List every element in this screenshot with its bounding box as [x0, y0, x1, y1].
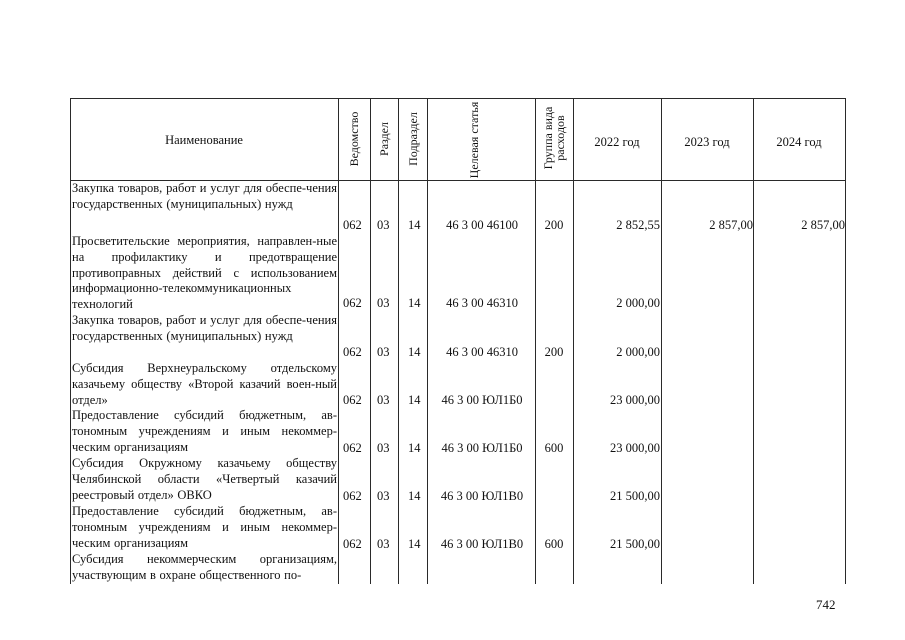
row-podrazdel: 14: [408, 296, 421, 310]
row-gruppa: 600: [544, 537, 564, 551]
row-name: Закупка товаров, работ и услуг для обеспе-чения государственных (муниципальных) нужд: [72, 313, 337, 343]
row-vedomstvo: 062: [343, 537, 362, 551]
row-podrazdel: 14: [408, 393, 421, 407]
row-celevaya: 46 3 00 ЮЛ1Б0: [441, 441, 523, 455]
header-name: Наименование: [165, 133, 243, 147]
row-name: Предоставление субсидий бюджетным, ав-тономным учреждениям и иным некоммер-ческим организациям: [72, 408, 337, 454]
row-celevaya: 46 3 00 46100: [446, 218, 518, 232]
row-2023: 2 857,00: [709, 218, 753, 232]
row-podrazdel: 14: [408, 441, 421, 455]
row-podrazdel: 14: [408, 489, 421, 503]
column-divider: [427, 98, 428, 584]
row-name: Субсидия некоммерческим организациям, участвующим в охране общественного по-: [72, 552, 337, 582]
header-2022: 2022 год: [594, 135, 640, 149]
row-celevaya: 46 3 00 46310: [446, 345, 518, 359]
row-name: Субсидия Верхнеуральскому отдельскому казачьему обществу «Второй казачий воен-ный отдел»: [72, 361, 337, 407]
row-vedomstvo: 062: [343, 345, 362, 359]
row-2022: 2 000,00: [616, 296, 660, 310]
row-vedomstvo: 062: [343, 393, 362, 407]
row-2024: 2 857,00: [801, 218, 845, 232]
row-razdel: 03: [377, 537, 390, 551]
row-celevaya: 46 3 00 ЮЛ1Б0: [441, 393, 523, 407]
header-gruppa: Группа вида расходов: [541, 106, 567, 170]
row-2022: 2 000,00: [616, 345, 660, 359]
row-2022: 23 000,00: [610, 393, 660, 407]
header-podrazdel: Подраздел: [406, 112, 420, 166]
row-name: Субсидия Окружному казачьему обществу Челябинской области «Четвертый казачий реестровый отдел» ОВКО: [72, 456, 337, 502]
header-2023: 2023 год: [684, 135, 730, 149]
row-celevaya: 46 3 00 ЮЛ1В0: [440, 489, 524, 503]
row-2022: 2 852,55: [616, 218, 660, 232]
row-podrazdel: 14: [408, 537, 421, 551]
header-vedomstvo: Ведомство: [347, 111, 361, 167]
row-podrazdel: 14: [408, 218, 421, 232]
header-celevaya: Целевая статья: [467, 101, 481, 179]
row-2022: 21 500,00: [610, 537, 660, 551]
row-razdel: 03: [377, 218, 390, 232]
row-razdel: 03: [377, 489, 390, 503]
column-divider: [338, 98, 339, 584]
row-razdel: 03: [377, 393, 390, 407]
column-divider: [753, 98, 754, 584]
column-divider: [573, 98, 574, 584]
row-vedomstvo: 062: [343, 441, 362, 455]
row-razdel: 03: [377, 296, 390, 310]
row-name: Закупка товаров, работ и услуг для обеспе-чения государственных (муниципальных) нужд: [72, 181, 337, 211]
row-gruppa: 200: [544, 218, 564, 232]
table-border-left: [70, 98, 71, 584]
row-celevaya: 46 3 00 ЮЛ1В0: [440, 537, 524, 551]
header-razdel: Раздел: [377, 122, 391, 156]
header-2024: 2024 год: [776, 135, 822, 149]
page-number: 742: [816, 597, 836, 612]
row-gruppa: 600: [544, 441, 564, 455]
table-border-right: [845, 98, 846, 584]
row-vedomstvo: 062: [343, 218, 362, 232]
row-name: Просветительские мероприятия, направлен-ные на профилактику и предотвращение противоправных действий с использованием информационно-телекоммуникационных технологий: [72, 234, 337, 312]
row-celevaya: 46 3 00 46310: [446, 296, 518, 310]
column-divider: [535, 98, 536, 584]
table-border-top: [70, 98, 846, 99]
row-razdel: 03: [377, 345, 390, 359]
row-vedomstvo: 062: [343, 296, 362, 310]
column-divider: [398, 98, 399, 584]
row-2022: 21 500,00: [610, 489, 660, 503]
row-2022: 23 000,00: [610, 441, 660, 455]
row-razdel: 03: [377, 441, 390, 455]
row-podrazdel: 14: [408, 345, 421, 359]
column-divider: [661, 98, 662, 584]
row-vedomstvo: 062: [343, 489, 362, 503]
row-gruppa: 200: [544, 345, 564, 359]
column-divider: [370, 98, 371, 584]
row-name: Предоставление субсидий бюджетным, ав-тономным учреждениям и иным некоммер-ческим организациям: [72, 504, 337, 550]
